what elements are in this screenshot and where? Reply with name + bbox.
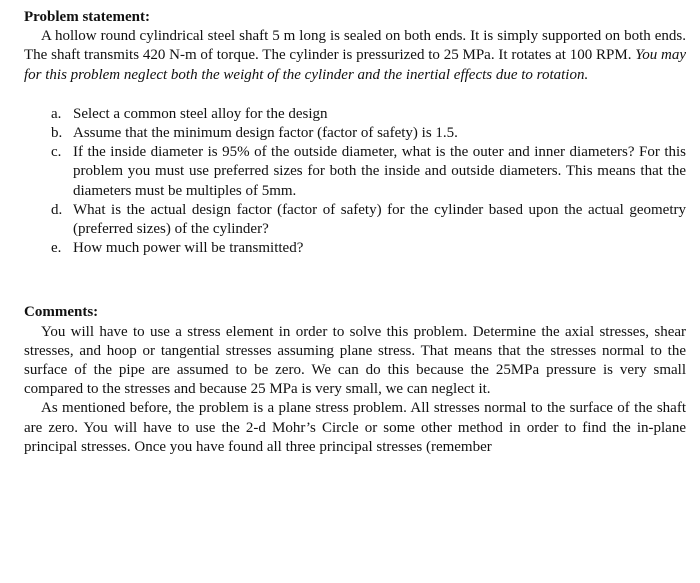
list-item-marker: e. bbox=[51, 240, 62, 257]
comments-section bbox=[24, 303, 686, 457]
problem-intro-italic: You may for this problem neglect both the weight of the cylinder and the inertial effects due to rotation. bbox=[24, 47, 686, 83]
list-item-marker: a. bbox=[51, 105, 62, 122]
problem-intro-text: A hollow round cylindrical steel shaft 5 m long is sealed on both ends. It is simply supported on both ends. The shaft transmits 420 N-m of torque. The cylinder is pressurized to 25 MPa. It rotates at 100 RPM. bbox=[24, 28, 686, 64]
comments-paragraph: You will have to use a stress element in order to solve this problem. Determine the axial stresses, shear stresses, and hoop or tangential stresses assuming plane stress. That means that the stresses normal to the surface of the pipe are assumed to be zero. We can do this because the 25MPa pressure is very small compared to the stresses and because 25 MPa is very small, we can neglect it. bbox=[24, 323, 686, 398]
list-item-marker: b. bbox=[51, 125, 63, 142]
problem-statement-section bbox=[24, 8, 686, 258]
comments-paragraph: As mentioned before, the problem is a plane stress problem. All stresses normal to the surface of the shaft are zero. You will have to use the 2-d Mohr’s Circle or some other method in order to find the in-plane principal stresses. Once you have found all three principal stresses (remember bbox=[24, 400, 686, 455]
problem-statement-heading: Problem statement: bbox=[24, 9, 150, 25]
list-item bbox=[51, 105, 686, 124]
list-item-text: Assume that the minimum design factor (factor of safety) is 1.5. bbox=[73, 125, 458, 142]
list-item-text: If the inside diameter is 95% of the outside diameter, what is the outer and inner diameters? For this problem you must use preferred sizes for both the inside and outside diameters. This means that the diameters must be multiples of 5mm. bbox=[73, 144, 686, 199]
list-item bbox=[51, 143, 686, 201]
comments-heading: Comments: bbox=[24, 304, 99, 321]
list-item-text: What is the actual design factor (factor of safety) for the cylinder based upon the actual geometry (preferred sizes) of the cylinder? bbox=[73, 201, 686, 238]
problem-statement-paragraph bbox=[24, 27, 686, 85]
list-item-marker: d. bbox=[51, 201, 63, 218]
list-item bbox=[51, 124, 686, 143]
task-list bbox=[51, 105, 686, 259]
list-item bbox=[51, 239, 686, 258]
list-item-text: Select a common steel alloy for the design bbox=[73, 105, 328, 122]
list-item bbox=[51, 201, 686, 239]
list-item-text: How much power will be transmitted? bbox=[73, 240, 304, 257]
list-item-marker: c. bbox=[51, 144, 62, 161]
document-page bbox=[24, 8, 686, 457]
